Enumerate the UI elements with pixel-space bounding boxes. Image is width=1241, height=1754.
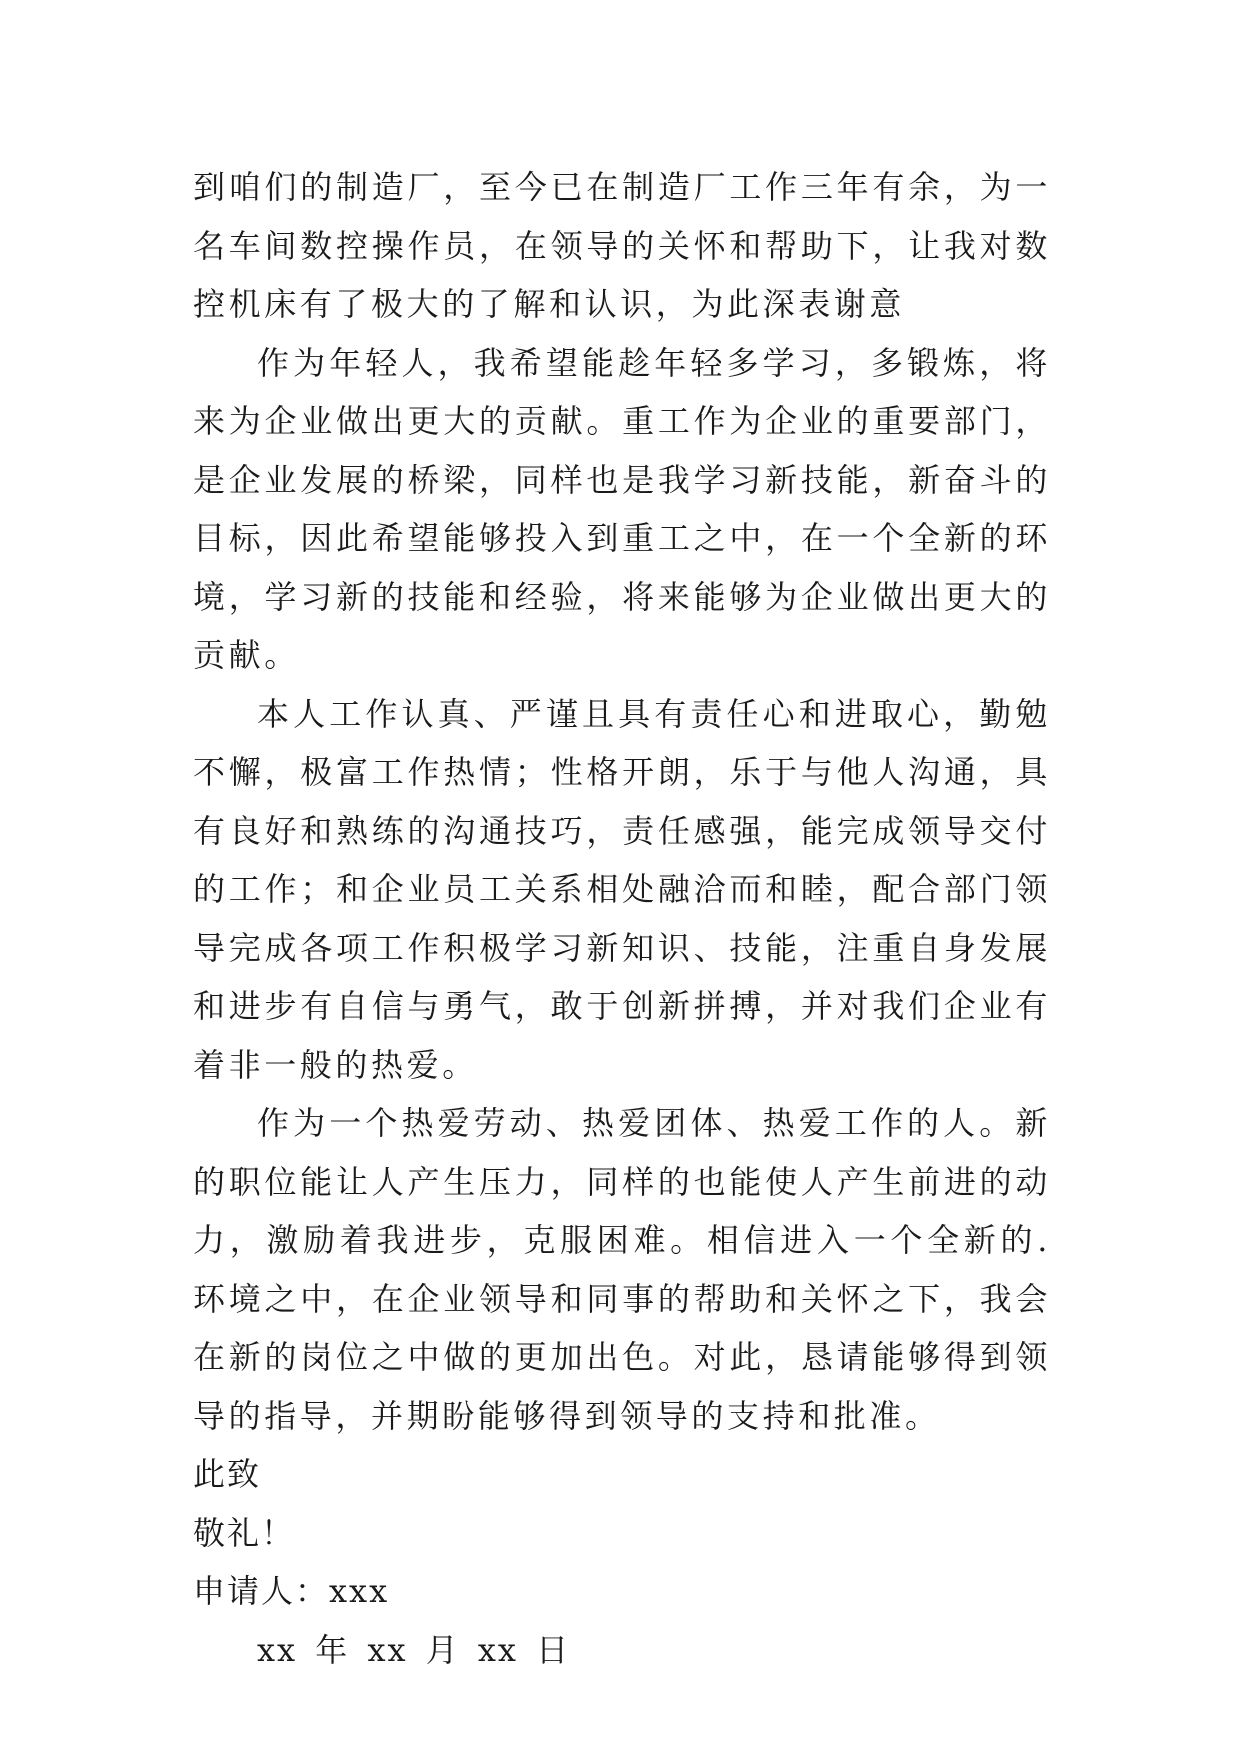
paragraph-request: 作为一个热爱劳动、热爱团体、热爱工作的人。新的职位能让人产生压力，同样的也能使人产生前进的动力，激励着我进步，克服困难。相信进入一个全新的.环境之中，在企业领导和同事的帮助和关怀之下，我会在新的岗位之中做的更加出色。对此，恳请能够得到领导的指导，并期盼能够得到领导的支持和批准。 [193,1104,1051,1435]
applicant-signature: 申请人：xxx [193,1572,390,1610]
paragraph-career-goal: 作为年轻人，我希望能趁年轻多学习，多锻炼，将来为企业做出更大的贡献。重工作为企业的重要部门，是企业发展的桥梁，同样也是我学习新技能，新奋斗的目标，因此希望能够投入到重工之中，在一个全新的环境，学习新的技能和经验，将来能够为企业做出更大的贡献。 [193,343,1051,674]
letter-body [193,158,1051,1679]
letter-date: xx 年 xx 月 xx 日 [257,1630,571,1669]
paragraph-continued: 到咱们的制造厂，至今已在制造厂工作三年有余，为一名车间数控操作员，在领导的关怀和帮助下，让我对数控机床有了极大的了解和认识，为此深表谢意 [193,168,1051,323]
closing-salutation: 此致 [193,1455,262,1493]
closing-regards: 敬礼！ [193,1513,296,1552]
paragraph-self-assessment: 本人工作认真、严谨且具有责任心和进取心，勤勉不懈，极富工作热情；性格开朗，乐于与他人沟通，具有良好和熟练的沟通技巧，责任感强，能完成领导交付的工作；和企业员工关系相处融洽而和睦，配合部门领导完成各项工作积极学习新知识、技能，注重自身发展和进步有自信与勇气，敢于创新拼搏，并对我们企业有着非一般的热爱。 [193,694,1051,1084]
